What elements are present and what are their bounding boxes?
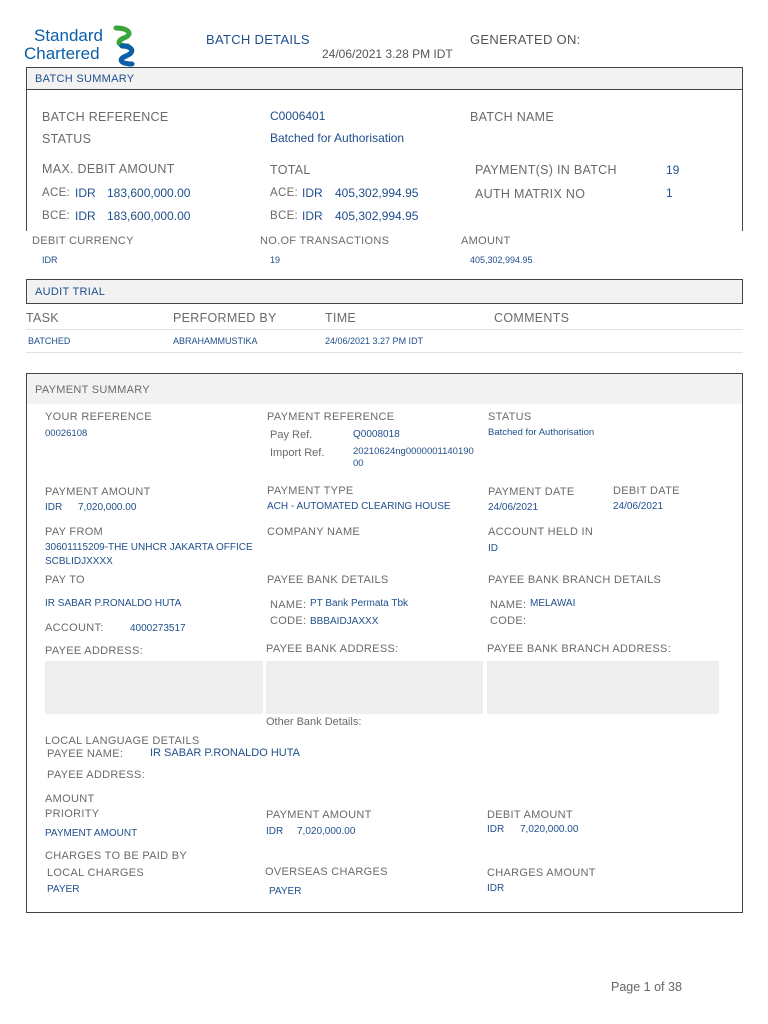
status-label: STATUS bbox=[42, 132, 92, 146]
page-number: Page 1 of 38 bbox=[611, 980, 682, 994]
charges-amount-value: IDR bbox=[487, 883, 505, 894]
payment-amount-label-2: PAYMENT AMOUNT bbox=[266, 809, 372, 821]
payment-amount-2-currency: IDR bbox=[266, 826, 284, 837]
total-bce-currency: IDR bbox=[302, 209, 323, 223]
logo-text-standard: Standard bbox=[34, 26, 103, 45]
payment-type-label: PAYMENT TYPE bbox=[267, 485, 354, 497]
logo bbox=[24, 27, 103, 63]
logo-swirl-icon bbox=[110, 24, 140, 68]
payee-address-box bbox=[45, 661, 263, 714]
payment-type-value: ACH - AUTOMATED CLEARING HOUSE bbox=[267, 501, 451, 512]
payee-name-value: IR SABAR P.RONALDO HUTA bbox=[150, 747, 300, 759]
charges-amount-label: CHARGES AMOUNT bbox=[487, 867, 596, 879]
audit-trial-heading: AUDIT TRIAL bbox=[35, 286, 106, 298]
branch-name-value: MELAWAI bbox=[530, 598, 576, 609]
total-label: TOTAL bbox=[270, 163, 311, 177]
pay-ref-value: Q0008018 bbox=[353, 429, 400, 440]
bank-code-value: BBBAIDJAXXX bbox=[310, 616, 379, 627]
time-header: TIME bbox=[325, 311, 357, 325]
total-bce-label: BCE: bbox=[270, 210, 299, 222]
payment-status-value: Batched for Authorisation bbox=[488, 427, 595, 438]
audit-performed-by-cell: ABRAHAMMUSTIKA bbox=[173, 336, 258, 346]
overseas-charges-value: PAYER bbox=[269, 886, 302, 897]
generated-on-label: GENERATED ON: bbox=[470, 32, 581, 47]
max-bce-value: 183,600,000.00 bbox=[107, 209, 191, 223]
total-ace-value: 405,302,994.95 bbox=[335, 186, 419, 200]
pay-to-label: PAY TO bbox=[45, 574, 85, 586]
priority-value: PAYMENT AMOUNT bbox=[45, 828, 138, 839]
amount-header: AMOUNT bbox=[461, 235, 511, 247]
document-title: BATCH DETAILS bbox=[206, 32, 310, 47]
payment-reference-label: PAYMENT REFERENCE bbox=[267, 411, 395, 423]
payee-branch-address-box bbox=[487, 661, 719, 714]
total-bce-value: 405,302,994.95 bbox=[335, 209, 419, 223]
batch-reference-label: BATCH REFERENCE bbox=[42, 110, 169, 124]
your-reference-label: YOUR REFERENCE bbox=[45, 411, 152, 423]
logo-text-chartered: Chartered bbox=[24, 44, 100, 63]
import-ref-label: Import Ref. bbox=[270, 447, 325, 459]
max-bce-currency: IDR bbox=[75, 209, 96, 223]
auth-matrix-value: 1 bbox=[666, 186, 673, 200]
your-reference-value: 00026108 bbox=[45, 428, 88, 439]
payee-name-label: PAYEE NAME: bbox=[47, 748, 124, 760]
payment-status-label: STATUS bbox=[488, 411, 532, 423]
debit-amount-currency: IDR bbox=[487, 824, 505, 835]
charges-label: CHARGES TO BE PAID BY bbox=[45, 850, 188, 862]
payee-address-label: PAYEE ADDRESS: bbox=[45, 645, 143, 657]
total-ace-currency: IDR bbox=[302, 186, 323, 200]
audit-row-top-divider bbox=[26, 329, 743, 330]
local-language-label: LOCAL LANGUAGE DETAILS bbox=[45, 735, 200, 747]
batch-name-label: BATCH NAME bbox=[470, 110, 555, 124]
audit-time-cell: 24/06/2021 3.27 PM IDT bbox=[325, 336, 424, 346]
max-ace-value: 183,600,000.00 bbox=[107, 186, 191, 200]
import-ref-value-line2: 00 bbox=[353, 458, 364, 469]
audit-trial-header bbox=[26, 279, 743, 304]
account-label: ACCOUNT: bbox=[45, 622, 104, 634]
batch-summary-header bbox=[26, 67, 743, 90]
payment-date-value: 24/06/2021 bbox=[488, 502, 539, 513]
max-debit-label: MAX. DEBIT AMOUNT bbox=[42, 162, 175, 176]
pay-ref-label: Pay Ref. bbox=[270, 429, 313, 441]
bank-name-label: NAME: bbox=[270, 599, 307, 611]
payments-in-batch-value: 19 bbox=[666, 163, 680, 177]
payment-amount-2-value: 7,020,000.00 bbox=[297, 826, 356, 837]
debit-amount-value: 7,020,000.00 bbox=[520, 824, 579, 835]
batch-reference-value: C0006401 bbox=[270, 109, 326, 123]
pay-from-value-line1: 30601115209-THE UNHCR JAKARTA OFFICE bbox=[45, 542, 253, 553]
priority-label: PRIORITY bbox=[45, 808, 100, 820]
no-of-transactions-cell: 19 bbox=[270, 255, 281, 265]
audit-task-cell: BATCHED bbox=[28, 336, 71, 346]
debit-date-value: 24/06/2021 bbox=[613, 501, 664, 512]
payee-bank-address-label: PAYEE BANK ADDRESS: bbox=[266, 643, 399, 655]
import-ref-value-line1: 20210624ng0000001140190 bbox=[353, 446, 474, 457]
payee-bank-details-label: PAYEE BANK DETAILS bbox=[267, 574, 389, 586]
bank-name-value: PT Bank Permata Tbk bbox=[310, 598, 409, 609]
local-charges-label: LOCAL CHARGES bbox=[47, 867, 145, 879]
payments-in-batch-label: PAYMENT(S) IN BATCH bbox=[475, 163, 617, 177]
debit-currency-header: DEBIT CURRENCY bbox=[32, 235, 134, 247]
overseas-charges-label: OVERSEAS CHARGES bbox=[265, 866, 388, 878]
amount-section-label: AMOUNT bbox=[45, 793, 95, 805]
pay-to-value: IR SABAR P.RONALDO HUTA bbox=[45, 598, 182, 609]
comments-header: COMMENTS bbox=[494, 311, 570, 325]
performed-by-header: PERFORMED BY bbox=[173, 311, 277, 325]
payment-summary-header bbox=[26, 373, 743, 404]
status-value: Batched for Authorisation bbox=[270, 131, 405, 145]
debit-date-label: DEBIT DATE bbox=[613, 485, 680, 497]
audit-row-bottom-divider bbox=[26, 352, 743, 353]
bank-code-label: CODE: bbox=[270, 615, 307, 627]
payee-address-label-2: PAYEE ADDRESS: bbox=[47, 769, 145, 781]
task-header: TASK bbox=[26, 311, 59, 325]
auth-matrix-label: AUTH MATRIX NO bbox=[475, 187, 586, 201]
payee-branch-details-label: PAYEE BANK BRANCH DETAILS bbox=[488, 574, 662, 586]
payment-summary-heading: PAYMENT SUMMARY bbox=[35, 384, 150, 396]
payment-date-label: PAYMENT DATE bbox=[488, 486, 575, 498]
branch-name-label: NAME: bbox=[490, 599, 527, 611]
payment-amount-value: 7,020,000.00 bbox=[78, 502, 137, 513]
max-bce-label: BCE: bbox=[42, 210, 71, 222]
payee-branch-address-label: PAYEE BANK BRANCH ADDRESS: bbox=[487, 643, 672, 655]
max-ace-label: ACE: bbox=[42, 187, 71, 199]
account-held-in-value: ID bbox=[488, 543, 498, 554]
company-name-label: COMPANY NAME bbox=[267, 526, 361, 538]
no-of-transactions-header: NO.OF TRANSACTIONS bbox=[260, 235, 390, 247]
payment-amount-currency: IDR bbox=[45, 502, 63, 513]
debit-currency-cell: IDR bbox=[42, 255, 58, 265]
total-ace-label: ACE: bbox=[270, 187, 299, 199]
account-value: 4000273517 bbox=[130, 623, 186, 634]
pay-from-value-line2: SCBLIDJXXXX bbox=[45, 556, 113, 567]
amount-cell: 405,302,994.95 bbox=[470, 255, 533, 265]
generated-on-value: 24/06/2021 3.28 PM IDT bbox=[322, 47, 453, 61]
local-charges-value: PAYER bbox=[47, 884, 80, 895]
payment-amount-label: PAYMENT AMOUNT bbox=[45, 486, 151, 498]
other-bank-details-label: Other Bank Details: bbox=[266, 716, 362, 728]
batch-summary-heading: BATCH SUMMARY bbox=[35, 73, 135, 85]
branch-code-label: CODE: bbox=[490, 615, 527, 627]
debit-amount-label: DEBIT AMOUNT bbox=[487, 809, 573, 821]
payee-bank-address-box bbox=[266, 661, 483, 714]
max-ace-currency: IDR bbox=[75, 186, 96, 200]
pay-from-label: PAY FROM bbox=[45, 526, 104, 538]
account-held-in-label: ACCOUNT HELD IN bbox=[488, 526, 594, 538]
